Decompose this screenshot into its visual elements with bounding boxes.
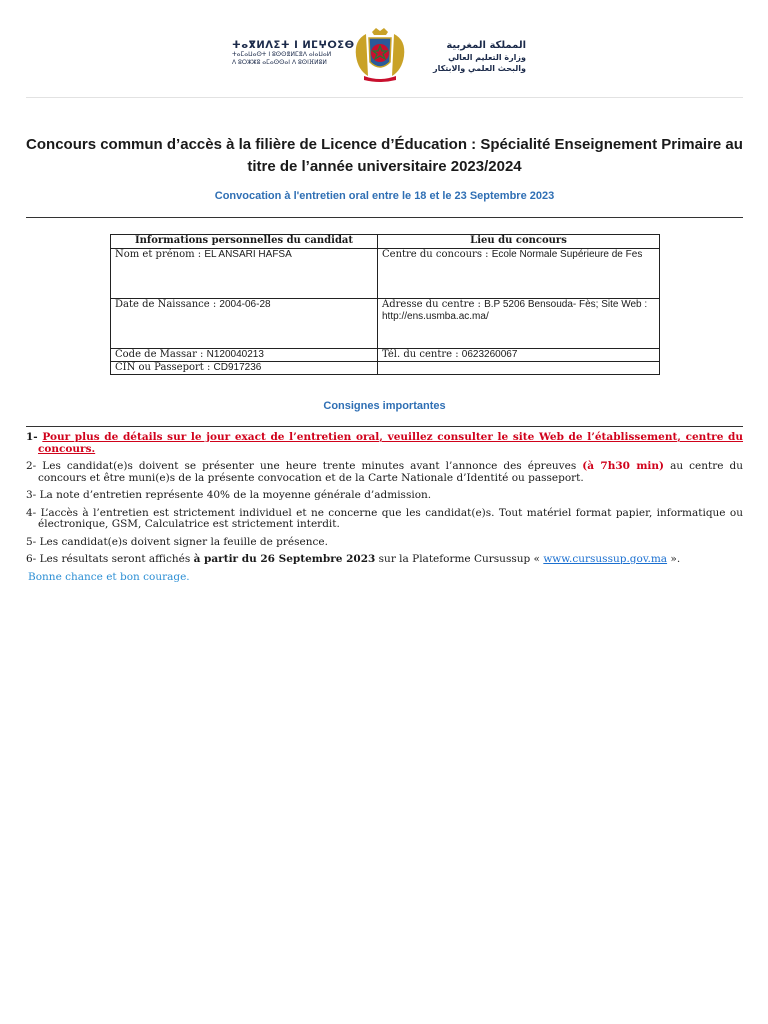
birth-label: Date de Naissance : — [115, 299, 220, 310]
cin-label: CIN ou Passeport : — [115, 362, 214, 373]
list-item — [26, 432, 743, 455]
address-label: Adresse du centre : — [382, 299, 485, 310]
tifinagh-ministry-name — [232, 40, 355, 67]
convocation-subtitle: Convocation à l'entretien oral entre le 18 et le 23 Septembre 2023 — [214, 190, 555, 202]
table-row — [111, 299, 660, 349]
closing-message: Bonne chance et bon courage. — [28, 570, 190, 583]
centre-phone-cell — [378, 349, 660, 362]
header-personal-info: Informations personnelles du candidat — [111, 235, 378, 249]
empty-cell — [378, 362, 660, 375]
name-label: Nom et prénom : — [115, 249, 205, 260]
table-header-row — [111, 235, 660, 249]
tel-label: Tél. du centre : — [382, 349, 462, 360]
letterhead — [0, 22, 768, 86]
cin-cell — [111, 362, 378, 375]
centre-label: Centre du concours : — [382, 249, 492, 260]
rule-6-date: à partir du 26 Septembre 2023 — [193, 553, 376, 565]
rule-4-text: 4- L’accès à l’entretien est strictement individuel et ne concerne que les candidat(e)s. Tout matériel format papier, informatique ou électronique, GSM, Calculatrice est strictement interdit. — [26, 506, 743, 530]
rule-6-text-c: ». — [667, 553, 681, 565]
rule-1-number: 1- — [26, 431, 43, 443]
birth-value: 2004-06-28 — [219, 299, 271, 310]
candidate-name-cell — [111, 249, 378, 299]
page-title: Concours commun d’accès à la filière de Licence d’Éducation : Spécialité Enseignement Primaire au titre de l’année universitaire 2023/2024 — [26, 136, 743, 175]
arabic-line-2: وزارة التعليم العالي — [448, 53, 526, 62]
birth-date-cell — [111, 299, 378, 349]
arabic-line-1: المملكة المغربية — [446, 40, 526, 51]
instructions-divider — [26, 426, 743, 427]
list-item — [26, 461, 743, 484]
rule-6-text-a: 6- Les résultats seront affichés — [26, 553, 194, 565]
rule-2-text-a: 2- Les candidat(e)s doivent se présenter une heure trente minutes avant l’annonce des épreuves — [26, 460, 583, 472]
rule-1-text: Pour plus de détails sur le jour exact de l’entretien oral, veuillez consulter le site Web de l’établissement, centre du concours. — [38, 431, 744, 455]
centre-address-cell — [378, 299, 660, 349]
tel-value: 0623260067 — [461, 349, 518, 360]
list-item — [26, 490, 743, 502]
instructions-list — [26, 432, 743, 583]
rule-3-text: 3- La note d’entretien représente 40% de la moyenne générale d’admission. — [26, 489, 432, 501]
title-divider — [26, 217, 743, 218]
address-value: B.P 5206 Bensouda- Fès; Site Web : http://ens.usmba.ac.ma/ — [382, 299, 648, 322]
cursussup-link[interactable]: www.cursussup.gov.ma — [543, 553, 668, 565]
tifinagh-line-2: ⵜⴰⵎⴰⵡⴰⵙⵜ ⵏ ⵓⵙⵙⴻⵍⵎⴻⴷ ⴰⵏⴰⵡⴰⵍ — [232, 51, 332, 58]
centre-value: Ecole Normale Supérieure de Fes — [491, 249, 643, 260]
candidate-info-table — [110, 234, 660, 375]
list-item — [26, 554, 743, 566]
list-item — [26, 508, 743, 531]
list-item — [26, 537, 743, 549]
massar-code-cell — [111, 349, 378, 362]
massar-value: N120040213 — [206, 349, 264, 360]
cin-value: CD917236 — [213, 362, 262, 373]
exam-centre-cell — [378, 249, 660, 299]
arabic-ministry-name — [414, 40, 526, 74]
rule-2-text-b: au centre du concours et être muni(e)s de la présente convocation et de la Carte Nationale d’Identité ou passeport. — [38, 460, 743, 484]
rule-6-text-b: sur la Plateforme Cursussup « — [375, 553, 544, 565]
table-row — [111, 349, 660, 362]
arabic-line-3: والبحث العلمي والابتكار — [433, 64, 526, 73]
moroccan-coat-of-arms-icon — [350, 26, 410, 84]
header-divider — [26, 97, 743, 98]
table-row — [111, 362, 660, 375]
rule-5-text: 5- Les candidat(e)s doivent signer la feuille de présence. — [26, 535, 328, 548]
massar-label: Code de Massar : — [115, 349, 207, 360]
name-value: EL ANSARI HAFSA — [204, 249, 292, 260]
tifinagh-line-3: ⴷ ⵓⵔⵣⵣⵓ ⴰⵎⴰⵙⵙⴰⵏ ⴷ ⵓⵙⵏⴼⵍⵓⵍ — [232, 59, 327, 66]
table-row — [111, 249, 660, 299]
tifinagh-line-1: ⵜⴰⴳⵍⴷⵉⵜ ⵏ ⵍⵎⵖⵔⵉⴱ — [232, 40, 355, 51]
header-exam-location: Lieu du concours — [378, 235, 660, 249]
instructions-title: Consignes importantes — [323, 400, 446, 412]
rule-2-time-highlight: (à 7h30 min) — [582, 460, 665, 472]
